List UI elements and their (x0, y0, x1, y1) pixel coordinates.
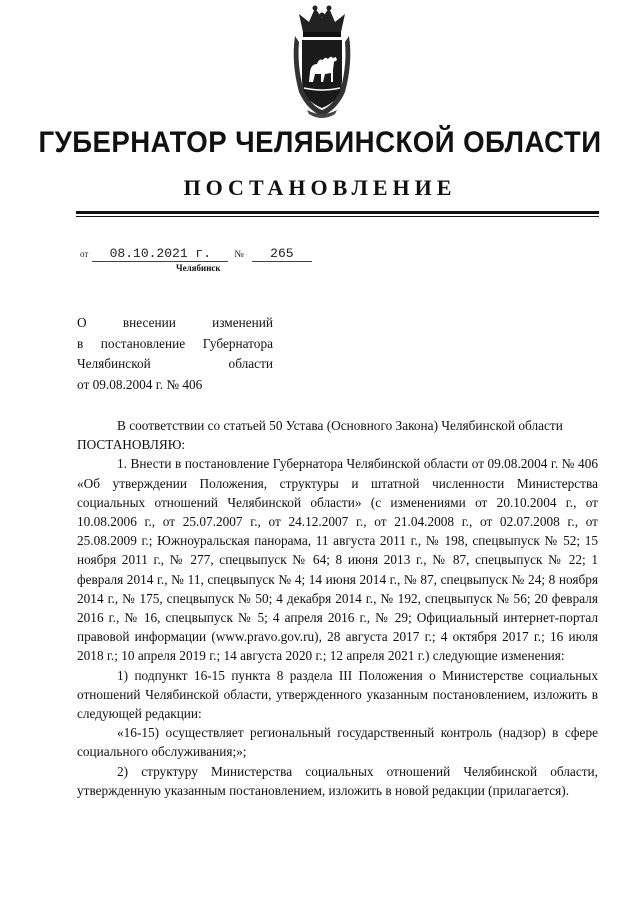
document-body (77, 416, 598, 800)
document-type-title: ПОСТАНОВЛЕНИЕ (183, 175, 457, 200)
subitem-1-paragraph: 1) подпункт 16-15 пункта 8 раздела III Положения о Министерстве социальных отношений Челябинской области, утвержденного указанным постановлением, изложить в следующей редакции: (77, 667, 598, 722)
subitem-2-paragraph: 2) структуру Министерства социальных отношений Челябинской области, утвержденную указанным постановлением, изложить в новой редакции (прилагается). (77, 763, 598, 798)
subject-line: Челябинской области (77, 356, 273, 371)
header-divider-thick (76, 211, 599, 214)
issue-city: Челябинск (176, 263, 221, 273)
subitem-1-quote: «16-15) осуществляет региональный государственный контроль (надзор) в сфере социального обслуживания;»; (77, 725, 598, 760)
number-label: № (234, 249, 244, 260)
document-meta-line (80, 246, 312, 262)
coat-of-arms-emblem (289, 2, 355, 122)
subject-line: О внесении изменений (77, 315, 273, 330)
resolve-heading: ПОСТАНОВЛЯЮ: (77, 437, 186, 453)
document-number: 265 (252, 246, 312, 262)
subject-line: в постановление Губернатора (77, 335, 273, 351)
issuer-title: ГУБЕРНАТОР ЧЕЛЯБИНСКОЙ ОБЛАСТИ (38, 126, 602, 159)
date-label: от (80, 249, 89, 259)
header-divider-thin (76, 216, 599, 217)
document-date: 08.10.2021 г. (92, 246, 228, 262)
subject-line: от 09.08.2004 г. № 406 (77, 376, 203, 392)
document-subject (77, 313, 273, 395)
preamble-paragraph: В соответствии со статьей 50 Устава (Основного Закона) Челябинской области (117, 418, 563, 433)
item-1-paragraph: 1. Внести в постановление Губернатора Челябинской области от 09.08.2004 г. № 406 «Об утверждении Положения, структуры и штатной численности Министерства социальных отношений Челябинской области» (с изменениями от 20.10.2004 г., от 10.08.2006 г., от 25.07.2007 г., от 24.12.2007 г., от 21.04.2008 г., от 02.07.2008 г., от 25.08.2009 г.; Южноуральская панорама, 11 августа 2011 г., № 198, спецвыпуск № 52; 15 ноября 2011 г., № 277, спецвыпуск № 64; 8 июня 2013 г., № 87, спецвыпуск № 22; 1 февраля 2014 г., № 11, спецвыпуск № 4; 14 июня 2014 г., № 87, спецвыпуск № 24; 8 ноября 2014 г., № 175, спецвыпуск № 50; 4 декабря 2014 г., № 192, спецвыпуск № 56; 20 февраля 2016 г., № 16, спецвыпуск № 5; 4 апреля 2016 г., № 29; Официальный интернет-портал правовой информации (www.pravo.gov.ru), 28 августа 2017 г.; 4 октября 2017 г.; 16 июля 2018 г.; 10 апреля 2019 г.; 14 августа 2020 г.; 12 апреля 2021 г.) следующие изменения: (77, 456, 598, 664)
